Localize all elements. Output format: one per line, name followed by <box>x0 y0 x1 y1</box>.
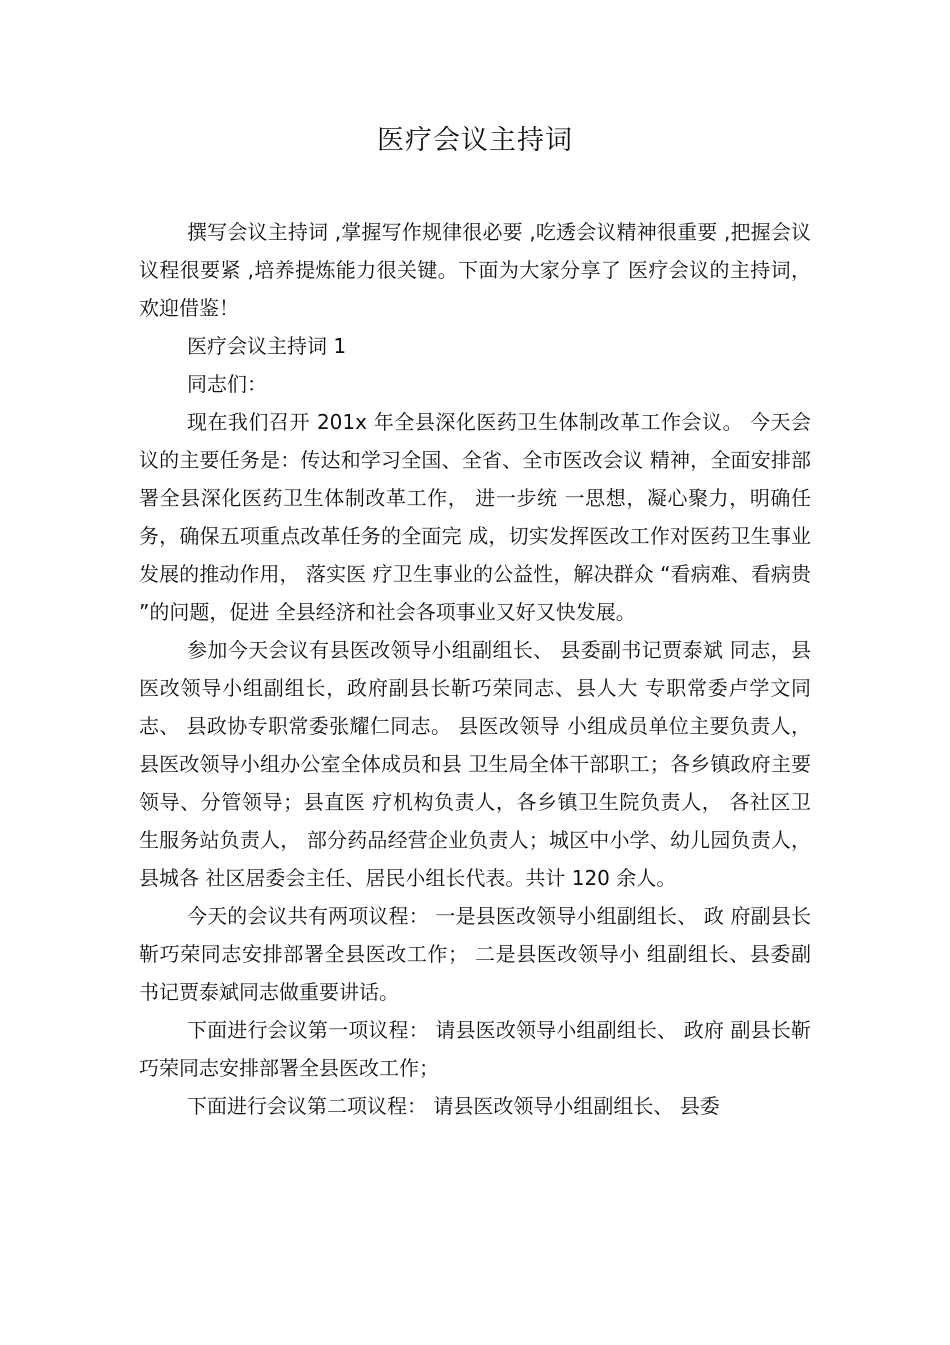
document-body <box>139 213 811 1125</box>
intro-paragraph: 撰写会议主持词 ,掌握写作规律很必要 ,吃透会议精神很重要 ,把握会议议程很要紧 ,培养提炼能力很关键。下面为大家分享了 医疗会议的主持词，欢迎借鉴！ <box>139 220 811 320</box>
body-paragraph: 参加今天会议有县医改领导小组副组长、 县委副书记贾泰斌 同志，县医改领导小组副组长，政府副县长靳巧荣同志、县人大 专职常委卢学文同志、 县政协专职常委张耀仁同志。 县医改领导 小组成员单位主要负责人， 县医改领导小组办公室全体成员和县 卫生局全体干部职工；各乡镇政府主要领导、分管领导；县直医 疗机构负责人，各乡镇卫生院负责人， 各社区卫生服务站负责人， 部分药品经营企业负责人；城区中小学、幼儿园负责人，县城各 社区居委会主任、居民小组长代表。共计 120 余人。 <box>139 638 811 890</box>
body-paragraph: 今天的会议共有两项议程： 一是县医改领导小组副组长、 政 府副县长靳巧荣同志安排部署全县医改工作； 二是县医改领导小 组副组长、县委副书记贾泰斌同志做重要讲话。 <box>139 904 811 1004</box>
body-paragraph: 现在我们召开 201x 年全县深化医药卫生体制改革工作会议。 今天会议的主要任务是：传达和学习全国、全省、全市医改会议 精神，全面安排部署全县深化医药卫生体制改革工作， 进一步统 一思想，凝心聚力，明确任务，确保五项重点改革任务的全面完 成，切实发挥医改工作对医药卫生事业发展的推动作用， 落实医 疗卫生事业的公益性，解决群众 “看病难、看病贵 ”的问题，促进 全县经济和社会各项事业又好又快发展。 <box>139 410 811 624</box>
document-title: 医疗会议主持词 <box>377 125 573 156</box>
section-heading: 医疗会议主持词 1 <box>187 334 347 358</box>
salutation: 同志们： <box>187 372 267 396</box>
body-paragraph: 下面进行会议第二项议程： 请县医改领导小组副组长、 县委 <box>187 1094 720 1118</box>
body-paragraph: 下面进行会议第一项议程： 请县医改领导小组副组长、 政府 副县长靳巧荣同志安排部署全县医改工作； <box>139 1018 811 1080</box>
